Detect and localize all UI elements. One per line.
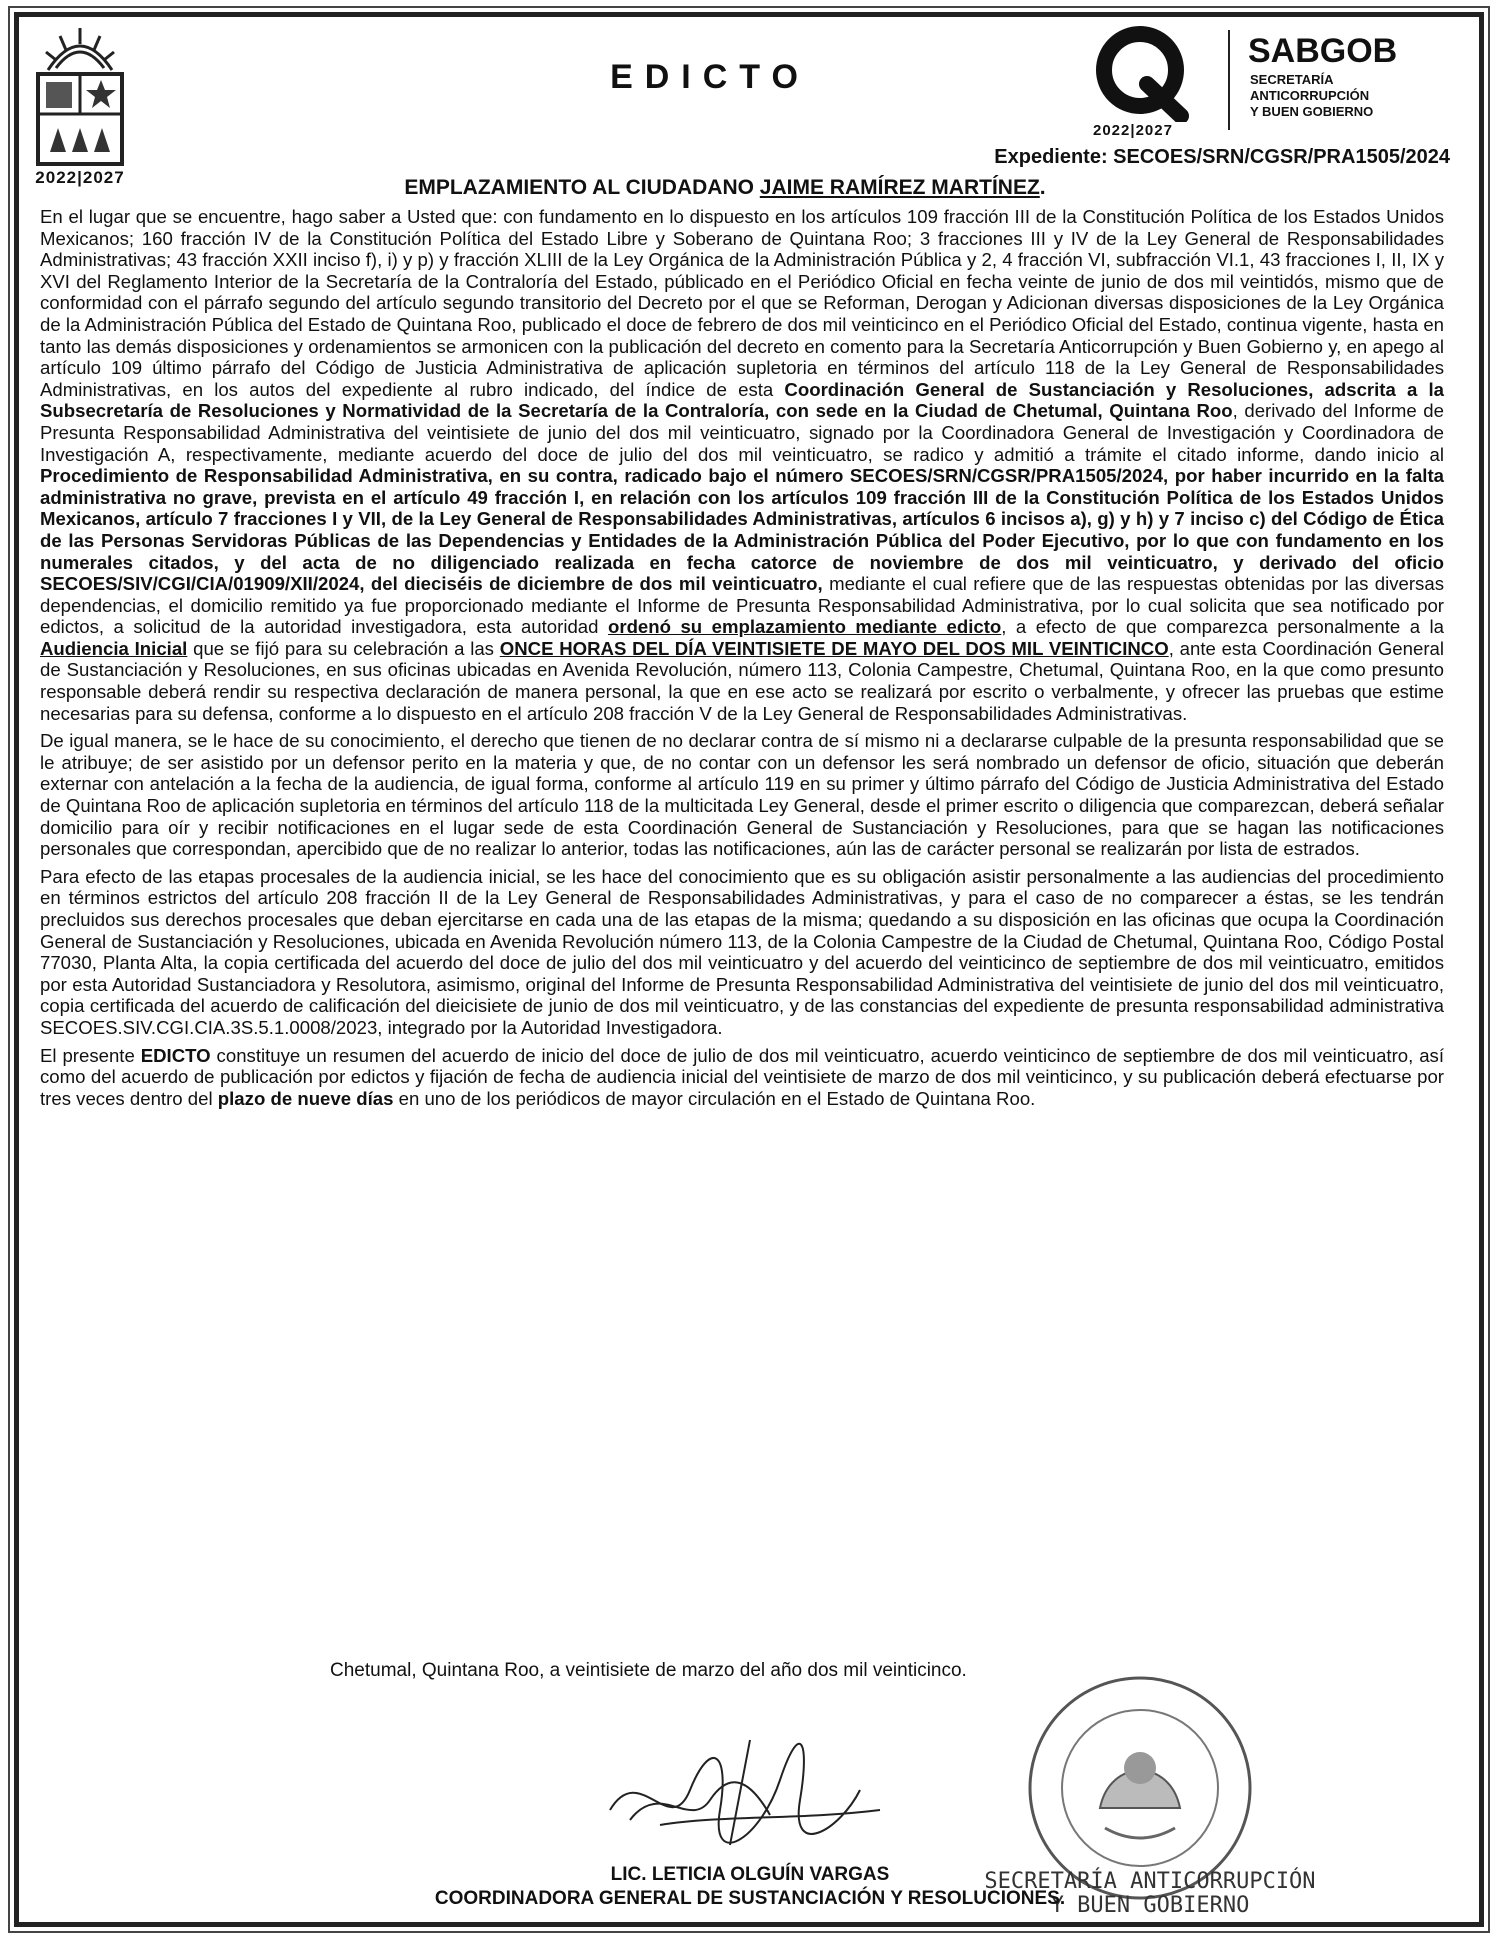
summons-heading — [200, 176, 1250, 200]
text-run: que se fijó para su celebración a las — [187, 637, 500, 659]
seal-caption-line: SECRETARÍA ANTICORRUPCIÓN — [984, 1869, 1316, 1894]
bold-run: EDICTO — [140, 1044, 211, 1066]
agency-subtitle-line: ANTICORRUPCIÓN — [1250, 88, 1370, 103]
underlined-bold-run: Audiencia Inicial — [40, 637, 188, 659]
text-run: En el lugar que se encuentre, hago saber a Usted que: con fundamento en lo dispuesto en los artículos 109 fracción III de la Constitución Política de los Estados Unidos Mexicanos; 160 fracción IV de la Constitución Política del Estado Libre y Soberano de Quintana Roo; 3 fracciones III y IV de la Ley General de Responsabilidades Administrativas; 43 fracción XXII inciso f), i) y p) y fracción XLIII de la Ley Orgánica de la Administración Pública y 2, 4 fracción VI, subfracción VI.1, 43 fracciones I, II, IX y XVI del Reglamento Interior de la Secretaría de la Contraloría del Estado, públicado en el Periódico Oficial en fecha veinte de junio de dos mil veintidós, mismo que de conformidad con el párrafo segundo del artículo segundo transitorio del Decreto por el que se Reforman, Derogan y Adicionan diversas disposiciones de la Ley Orgánica de la Administración Pública del Estado de Quintana Roo, publicado el doce de febrero de dos mil veinticinco en el Periódico Oficial del Estado, continua vigente, hasta en tanto las demás disposiciones y ordenamientos se armonicen con la publicación del decreto en comento para la Secretaría Anticorrupción y Buen Gobierno y, en apego al artículo 109 último párrafo del Código de Justicia Administrativa de aplicación supletoria en términos del artículo 118 de la Ley General de Responsabilidades Administrativas, en los autos del expediente al rubro indicado, del índice de esta — [40, 206, 1444, 400]
agency-subtitle-line: Y BUEN GOBIERNO — [1250, 104, 1374, 119]
document-body — [40, 206, 1444, 1115]
case-number: Expediente: SECOES/SRN/CGSR/PRA1505/2024 — [994, 146, 1450, 168]
agency-name: SABGOB — [1248, 32, 1398, 70]
right-logo-years: 2022|2027 — [1093, 122, 1173, 139]
text-run: , derivado del Informe de Presunta Responsabilidad Administrativa del veintisiete de junio del dos mil veinticuatro, signado por la Coordinadora General de Investigación y Coordinadora de Investigación A, respectivamente, mediante acuerdo del doce de julio del dos mil veinticuatro, se radico y admitió a trámite el citado informe, dando inicio al — [40, 400, 1444, 465]
paragraph-1 — [40, 206, 1444, 724]
text-run: El presente — [40, 1044, 141, 1066]
paragraph-3: Para efecto de las etapas procesales de la audiencia inicial, se les hace del conocimiento que es su obligación asistir personalmente a las audiencias del procedimiento en términos estrictos del artículo 208 fracción II de la Ley General de Responsabilidades Administrativas, y para el caso de no comparecer a éstas, se les tendrán precluidos sus derechos procesales que deban ejercitarse en cada una de las etapas de la misma; quedando a su disposición en las oficinas que ocupa la Coordinación General de Sustanciación y Resoluciones, ubicada en Avenida Revolución número 113, de la Colonia Campestre de la Ciudad de Chetumal, Quintana Roo, Código Postal 77030, Planta Alta, la copia certificada del acuerdo del doce de julio del dos mil veinticuatro y del acuerdo del veinticinco de septiembre de dos mil veinticuatro, emitidos por esta Autoridad Sustanciadora y Resolutora, asimismo, original del Informe de Presunta Responsabilidad Administrativa del veintisiete de junio del dos mil veinticuatro, copia certificada del acuerdo de calificación del dieicisiete de junio de dos mil veinticuatro, y de las constancias del expediente de presunta responsabilidad administrativa SECOES.SIV.CGI.CIA.3S.5.1.0008/2023, integrado por la Autoridad Investigadora. — [40, 865, 1444, 1038]
summons-prefix: EMPLAZAMIENTO AL CIUDADANO — [404, 176, 760, 199]
q-government-logo — [1085, 22, 1195, 142]
text-run: constituye un resumen del acuerdo de inicio del doce de julio de dos mil veinticuatro, acuerdo veinticinco de septiembre de dos mil veinticuatro, así como del acuerdo de publicación por edictos y fijación de fecha de audiencia inicial del veintisiete de marzo de dos mil veinticinco, y su publicación deberá efectuarse por tres veces dentro del — [40, 1044, 1444, 1109]
bold-run: plazo de nueve días — [217, 1087, 394, 1109]
seal-caption-line: Y BUEN GOBIERNO — [1050, 1893, 1250, 1918]
signer-title: COORDINADORA GENERAL DE SUSTANCIACIÓN Y RESOLUCIONES. — [434, 1888, 1066, 1909]
underlined-bold-run: ONCE HORAS DEL DÍA VEINTISIETE DE MAYO DEL DOS MIL VEINTICINCO — [499, 637, 1169, 659]
document-title: EDICTO — [610, 58, 810, 96]
left-logo-years: 2022|2027 — [35, 168, 125, 187]
summoned-person-name: JAIME RAMÍREZ MARTÍNEZ — [759, 176, 1040, 199]
logo-divider — [1228, 30, 1230, 130]
bold-run: Coordinación General de Sustanciación y Resoluciones, adscrita a la Subsecretaría de Resoluciones y Normatividad de la Secretaría de la Contraloría, con sede en la Ciudad de Chetumal, Quintana Roo — [40, 378, 1444, 422]
text-run: , a efecto de que comparezca personalmente a la — [1001, 616, 1444, 638]
place-and-date: Chetumal, Quintana Roo, a veintisiete de marzo del año dos mil veinticinco. — [330, 1660, 967, 1681]
paragraph-4 — [40, 1045, 1444, 1110]
signer-name: LIC. LETICIA OLGUÍN VARGAS — [610, 1864, 890, 1885]
state-coat-of-arms-logo — [30, 22, 130, 187]
text-run: en uno de los periódicos de mayor circulación en el Estado de Quintana Roo. — [393, 1087, 1036, 1109]
agency-subtitle — [1250, 72, 1450, 120]
handwritten-signature — [600, 1720, 900, 1850]
agency-subtitle-line: SECRETARÍA — [1250, 72, 1334, 87]
summons-suffix: . — [1039, 176, 1046, 199]
underlined-bold-run: ordenó su emplazamiento mediante edicto — [607, 616, 1002, 638]
bold-run: Procedimiento de Responsabilidad Administrativa, en su contra, radicado bajo el número SECOES/SRN/CGSR/PRA1505/2024, por haber incurrido en la falta administrativa no grave, prevista en el artículo 49 fracción I, en relación con los artículos 109 fracción III de la Constitución Política de los Estados Unidos Mexicanos, artículo 7 fracciones I y VII, de la Ley General de Responsabilidades Administrativas, artículos 6 incisos a), g) y h) y 7 inciso c) del Código de Ética de las Personas Servidoras Públicas de las Dependencias y Entidades de la Administración Pública del Poder Ejecutivo, por lo que con fundamento en los numerales citados, y del acta de no diligenciado realizada en fecha catorce de noviembre de dos mil veinticuatro, y derivado del oficio SECOES/SIV/CGI/CIA/01909/XII/2024, del dieciséis de diciembre de dos mil veinticuatro, — [40, 465, 1444, 595]
text-run: mediante el cual refiere que de las respuestas obtenidas por las diversas dependencias, el domicilio remitido ya fue proporcionado mediante el Informe de Presunta Responsabilidad Administrativa, por lo cual solicita que sea notificado por edictos, a solicitud de la autoridad investigadora, esta autoridad — [40, 573, 1444, 638]
paragraph-2: De igual manera, se le hace de su conocimiento, el derecho que tienen de no declarar contra de sí mismo ni a declararse culpable de la presunta responsabilidad que se le atribuye; de ser asistido por un defensor perito en la materia y que, de no contar con un defensor les será nombrado un defensor de oficio, situación que deberán externar con antelación a la fecha de la audiencia, de igual forma, conforme al artículo 119 en su primer y último párrafo del Código de Justicia Administrativa del Estado de Quintana Roo de aplicación supletoria en términos del artículo 118 de la multicitada Ley General, desde el primer escrito o diligencia que comparezcan, deberá señalar domicilio para oír y recibir notificaciones en el lugar sede de esta Coordinación General de Sustanciación y Resoluciones, para que se hagan las notificaciones personales que correspondan, apercibido que de no realizar lo anterior, todas las notificaciones, aún las de carácter personal se realizarán por lista de estrados. — [40, 730, 1444, 860]
signer-block — [300, 1863, 1200, 1911]
text-run: , ante esta Coordinación General de Sustanciación y Resoluciones, en sus oficinas ubicadas en Avenida Revolución, número 113, Colonia Campestre, Chetumal, Quintana Roo, en la que como presunto responsable deberá rendir su respectiva declaración de manera personal, la que en ese acto se realizará por escrito o verbalmente, y ofrecer las pruebas que estime necesarias para su defensa, conforme a lo dispuesto en el artículo 208 fracción V de la Ley General de Responsabilidades Administrativas. — [40, 637, 1444, 724]
